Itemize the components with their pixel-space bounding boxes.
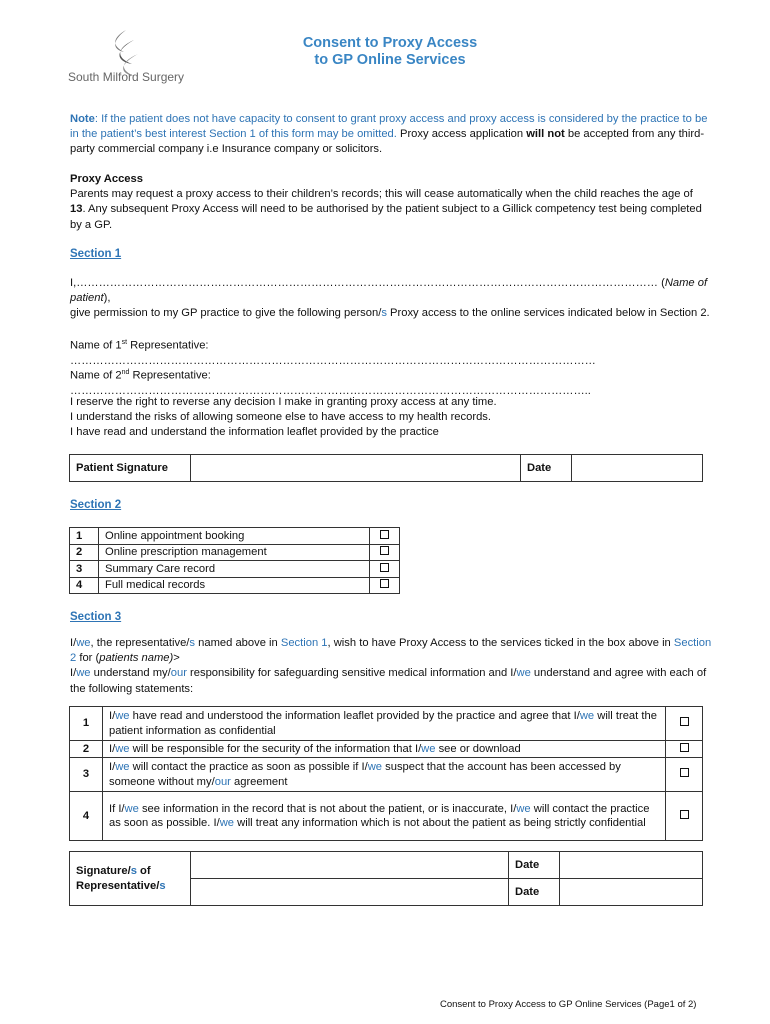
- representative-2-field[interactable]: Name of 2nd Representative: …………………………………………………………………………………………………………………………..: [70, 369, 591, 397]
- patient-signature-table: [69, 454, 703, 482]
- proxy-access-info: Proxy Access Parents may request a proxy access to their children’s records; this will cease automatically when the child reaches the age of 13. Any subsequent Proxy Access will need to be authorised by the patient subject to a Gillick competency test being completed by a GP.: [70, 173, 702, 231]
- service-checkbox[interactable]: [380, 579, 389, 588]
- service-checkbox[interactable]: [380, 546, 389, 555]
- service-label: Online prescription management: [99, 544, 370, 561]
- section-2-heading: Section 2: [70, 499, 122, 511]
- representative-signature-label: Signature/s of Representative/s: [70, 852, 191, 906]
- date-label: Date: [509, 879, 560, 906]
- patient-signature-label: Patient Signature: [70, 455, 191, 482]
- agreement-checkbox[interactable]: [680, 743, 689, 752]
- proxy-access-heading: Proxy Access: [70, 173, 143, 185]
- patient-name-field[interactable]: I,………………………………………………………………………………………………………………………………………… (: [70, 277, 665, 289]
- representative-signature-table: [69, 851, 703, 906]
- service-row: 1 Online appointment booking: [70, 528, 400, 545]
- agreement-text: I/we will be responsible for the security of the information that I/we see or download: [103, 741, 666, 758]
- agreement-row: 2 I/we will be responsible for the security of the information that I/we see or download: [70, 741, 703, 758]
- statement: I understand the risks of allowing someone else to have access to my health records.: [70, 411, 491, 424]
- note-paragraph: Note: If the patient does not have capacity to consent to grant proxy access and proxy access is considered by the practice to be in the patient’s best interest Section 1 of this form may be omitted. Proxy access application will not be accepted from any third-party commercial company i.e Insurance company or solicitors.: [70, 113, 708, 156]
- representative-signature-field-1[interactable]: [191, 852, 509, 879]
- agreement-row: 1 I/we have read and understood the information leaflet provided by the practice and agree that I/we will treat the patient information as confidential: [70, 707, 703, 741]
- date-label: Date: [509, 852, 560, 879]
- statement: I have read and understand the information leaflet provided by the practice: [70, 426, 439, 439]
- section-3-heading: Section 3: [70, 611, 122, 623]
- page-title: [250, 35, 530, 69]
- agreement-text: I/we will contact the practice as soon as possible if I/we suspect that the account has been accessed by someone without my/our agreement: [103, 758, 666, 792]
- patient-signature-field[interactable]: [191, 455, 521, 482]
- patient-date-field[interactable]: [572, 455, 703, 482]
- page-footer: Consent to Proxy Access to GP Online Services (Page1 of 2): [440, 999, 697, 1010]
- title-line-1: Consent to Proxy Access: [302, 35, 478, 51]
- agreement-checkbox[interactable]: [680, 810, 689, 819]
- service-checkbox[interactable]: [380, 530, 389, 539]
- date-label: Date: [521, 455, 572, 482]
- section-1-heading: Section 1: [70, 248, 122, 260]
- logo-text: South Milford Surgery: [68, 70, 185, 84]
- agreement-checkbox[interactable]: [680, 717, 689, 726]
- services-table: [69, 527, 400, 594]
- agreement-row: 4 If I/we see information in the record that is not about the patient, or is inaccurate, I/we will contact the practice as soon as possible. I/we will treat any information which is not about the patient as being strictly confidential: [70, 792, 703, 841]
- representative-date-field-1[interactable]: [560, 852, 703, 879]
- service-row: 2 Online prescription management: [70, 544, 400, 561]
- agreement-row: 3 I/we will contact the practice as soon as possible if I/we suspect that the account has been accessed by someone without my/our agreement: [70, 758, 703, 792]
- representative-date-field-2[interactable]: [560, 879, 703, 906]
- patient-consent-text: I,………………………………………………………………………………………………………………………………………… (Name of patient), give permission to my GP practice to give the following person/s Proxy access to the online services indicated below in Section 2.: [70, 277, 710, 320]
- service-checkbox[interactable]: [380, 563, 389, 572]
- service-label: Online appointment booking: [99, 528, 370, 545]
- representative-1-field[interactable]: Name of 1st Representative: ……………………………………………………………………………………………………………………………: [70, 339, 596, 367]
- service-label: Summary Care record: [99, 561, 370, 578]
- representative-declaration: I/we, the representative/s named above in Section 1, wish to have Proxy Access to the services ticked in the box above in Section 2 for (patients name)> I/we understand my/our responsibility for safeguarding sensitive medical information and I/we understand and agree with each of the following statements:: [70, 637, 712, 695]
- note-colored-text: : If the patient does not have capacity to consent to grant proxy access and proxy access is considered by the practice to be in the patient’s best interest Section 1 of this form may be omitted.: [70, 113, 708, 141]
- agreement-text: If I/we see information in the record that is not about the patient, or is inaccurate, I/we will contact the practice as soon as possible. I/we will treat any information which is not about the patient as being strictly confidential: [103, 792, 666, 841]
- service-row: 3 Summary Care record: [70, 561, 400, 578]
- agreement-checkbox[interactable]: [680, 768, 689, 777]
- agreement-text: I/we have read and understood the information leaflet provided by the practice and agree that I/we will treat the patient information as confidential: [103, 707, 666, 741]
- representative-signature-field-2[interactable]: [191, 879, 509, 906]
- note-label: Note: [70, 113, 95, 125]
- service-row: 4 Full medical records: [70, 577, 400, 594]
- patient-statements: [70, 395, 710, 441]
- title-line-2: to GP Online Services: [314, 52, 466, 68]
- statement: I reserve the right to reverse any decision I make in granting proxy access at any time.: [70, 396, 497, 408]
- service-label: Full medical records: [99, 577, 370, 594]
- agreement-table: [69, 706, 703, 841]
